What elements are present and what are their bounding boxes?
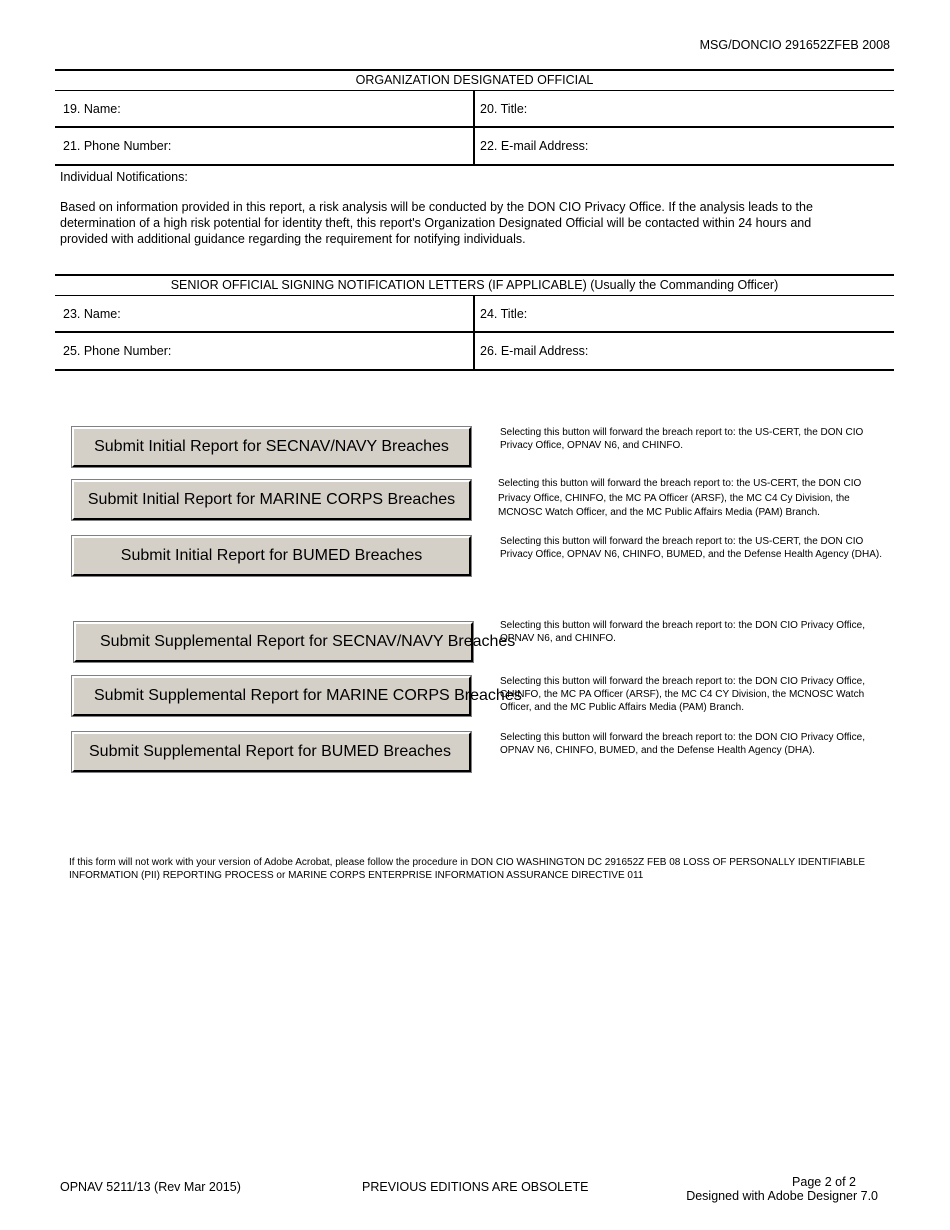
supplemental-secnav-description: Selecting this button will forward the breach report to: the DON CIO Privacy Office, OPNAV N6, and CHINFO. bbox=[500, 620, 865, 644]
org-name-field[interactable]: 19. Name: bbox=[63, 101, 121, 116]
submit-initial-marine-label: Submit Initial Report for MARINE CORPS Breaches bbox=[87, 491, 456, 508]
acrobat-note: If this form will not work with your version of Adobe Acrobat, please follow the procedure in DON CIO WASHINGTON DC 291652Z FEB 08 LOSS OF PERSONALLY IDENTIFIABLE INFORMATION (PII) REPORTING PROCESS or MARINE CORPS ENTERPRISE INFORMATION ASSURANCE DIRECTIVE 011 bbox=[69, 857, 866, 881]
supplemental-bumed-description: Selecting this button will forward the breach report to: the DON CIO Privacy Office, OPNAV N6, CHINFO, BUMED, and the Defense Health Agency (DHA). bbox=[500, 732, 865, 756]
notifications-label: Individual Notifications: bbox=[60, 170, 188, 184]
form-id: OPNAV 5211/13 (Rev Mar 2015) bbox=[60, 1180, 241, 1194]
submit-initial-bumed-button[interactable] bbox=[72, 536, 471, 576]
org-email-field[interactable]: 22. E-mail Address: bbox=[473, 128, 588, 164]
submit-initial-marine-button[interactable] bbox=[72, 480, 471, 520]
submit-supplemental-secnav-button[interactable] bbox=[74, 622, 516, 662]
submit-supplemental-marine-button[interactable] bbox=[72, 676, 522, 716]
footer-right bbox=[686, 1175, 878, 1203]
senior-official-section bbox=[55, 274, 894, 371]
initial-marine-description: Selecting this button will forward the breach report to: the US-CERT, the DON CIO Privacy Office, CHINFO, the MC PA Officer (ARSF), the MC C4 Cy Division, the MCNOSC Watch Officer, and the MC Public Affairs Media (PAM) Branch. bbox=[498, 478, 862, 518]
initial-bumed-description: Selecting this button will forward the breach report to: the US-CERT, the DON CIO Privacy Office, OPNAV N6, CHINFO, BUMED, and the Defense Health Agency (DHA). bbox=[500, 536, 882, 560]
submit-supplemental-bumed-button[interactable] bbox=[72, 732, 471, 772]
org-official-row-name bbox=[55, 91, 894, 128]
obsolete-notice: PREVIOUS EDITIONS ARE OBSOLETE bbox=[362, 1180, 589, 1194]
org-phone-field[interactable]: 21. Phone Number: bbox=[63, 139, 172, 153]
submit-initial-secnav-label: Submit Initial Report for SECNAV/NAVY Breaches bbox=[94, 438, 449, 455]
notifications-text: Based on information provided in this report, a risk analysis will be conducted by the DON CIO Privacy Office. If the analysis leads to the determination of a high risk potential for identity theft, this report's Organization Designated Official will be contacted within 24 hours and provided with additional guidance regarding the requirement for notifying individuals. bbox=[60, 200, 813, 246]
submit-initial-bumed-label: Submit Initial Report for BUMED Breaches bbox=[120, 547, 423, 564]
org-title-field[interactable]: 20. Title: bbox=[473, 91, 527, 126]
designer-credit: Designed with Adobe Designer 7.0 bbox=[686, 1189, 878, 1203]
senior-email-field[interactable]: 26. E-mail Address: bbox=[473, 333, 588, 369]
page-number: Page 2 of 2 bbox=[792, 1175, 856, 1189]
senior-official-heading: SENIOR OFFICIAL SIGNING NOTIFICATION LETTERS (IF APPLICABLE) (Usually the Commanding Officer) bbox=[55, 276, 894, 296]
org-official-row-contact bbox=[55, 128, 894, 166]
senior-phone-field[interactable]: 25. Phone Number: bbox=[63, 344, 172, 358]
senior-name-field[interactable]: 23. Name: bbox=[63, 306, 121, 321]
submit-supplemental-bumed-label: Submit Supplemental Report for BUMED Breaches bbox=[89, 743, 451, 760]
initial-secnav-description: Selecting this button will forward the breach report to: the US-CERT, the DON CIO Privacy Office, OPNAV N6, and CHINFO. bbox=[500, 427, 864, 451]
org-official-heading: ORGANIZATION DESIGNATED OFFICIAL bbox=[55, 71, 894, 91]
submit-supplemental-secnav-label: Submit Supplemental Report for SECNAV/NAVY Breaches bbox=[100, 633, 516, 650]
message-reference: MSG/DONCIO 291652ZFEB 2008 bbox=[699, 38, 890, 52]
senior-official-row-contact bbox=[55, 333, 894, 371]
submit-supplemental-marine-label: Submit Supplemental Report for MARINE CORPS Breaches bbox=[94, 687, 522, 704]
senior-official-row-name bbox=[55, 296, 894, 333]
senior-title-field[interactable]: 24. Title: bbox=[473, 296, 527, 331]
supplemental-marine-description: Selecting this button will forward the breach report to: the DON CIO Privacy Office, CHINFO, the MC PA Officer (ARSF), the MC C4 CY Division, the MCNOSC Watch Officer, and the MC Public Affairs Media (PAM) Branch. bbox=[500, 676, 865, 713]
org-official-section bbox=[55, 69, 894, 166]
submit-initial-secnav-button[interactable] bbox=[72, 427, 471, 467]
